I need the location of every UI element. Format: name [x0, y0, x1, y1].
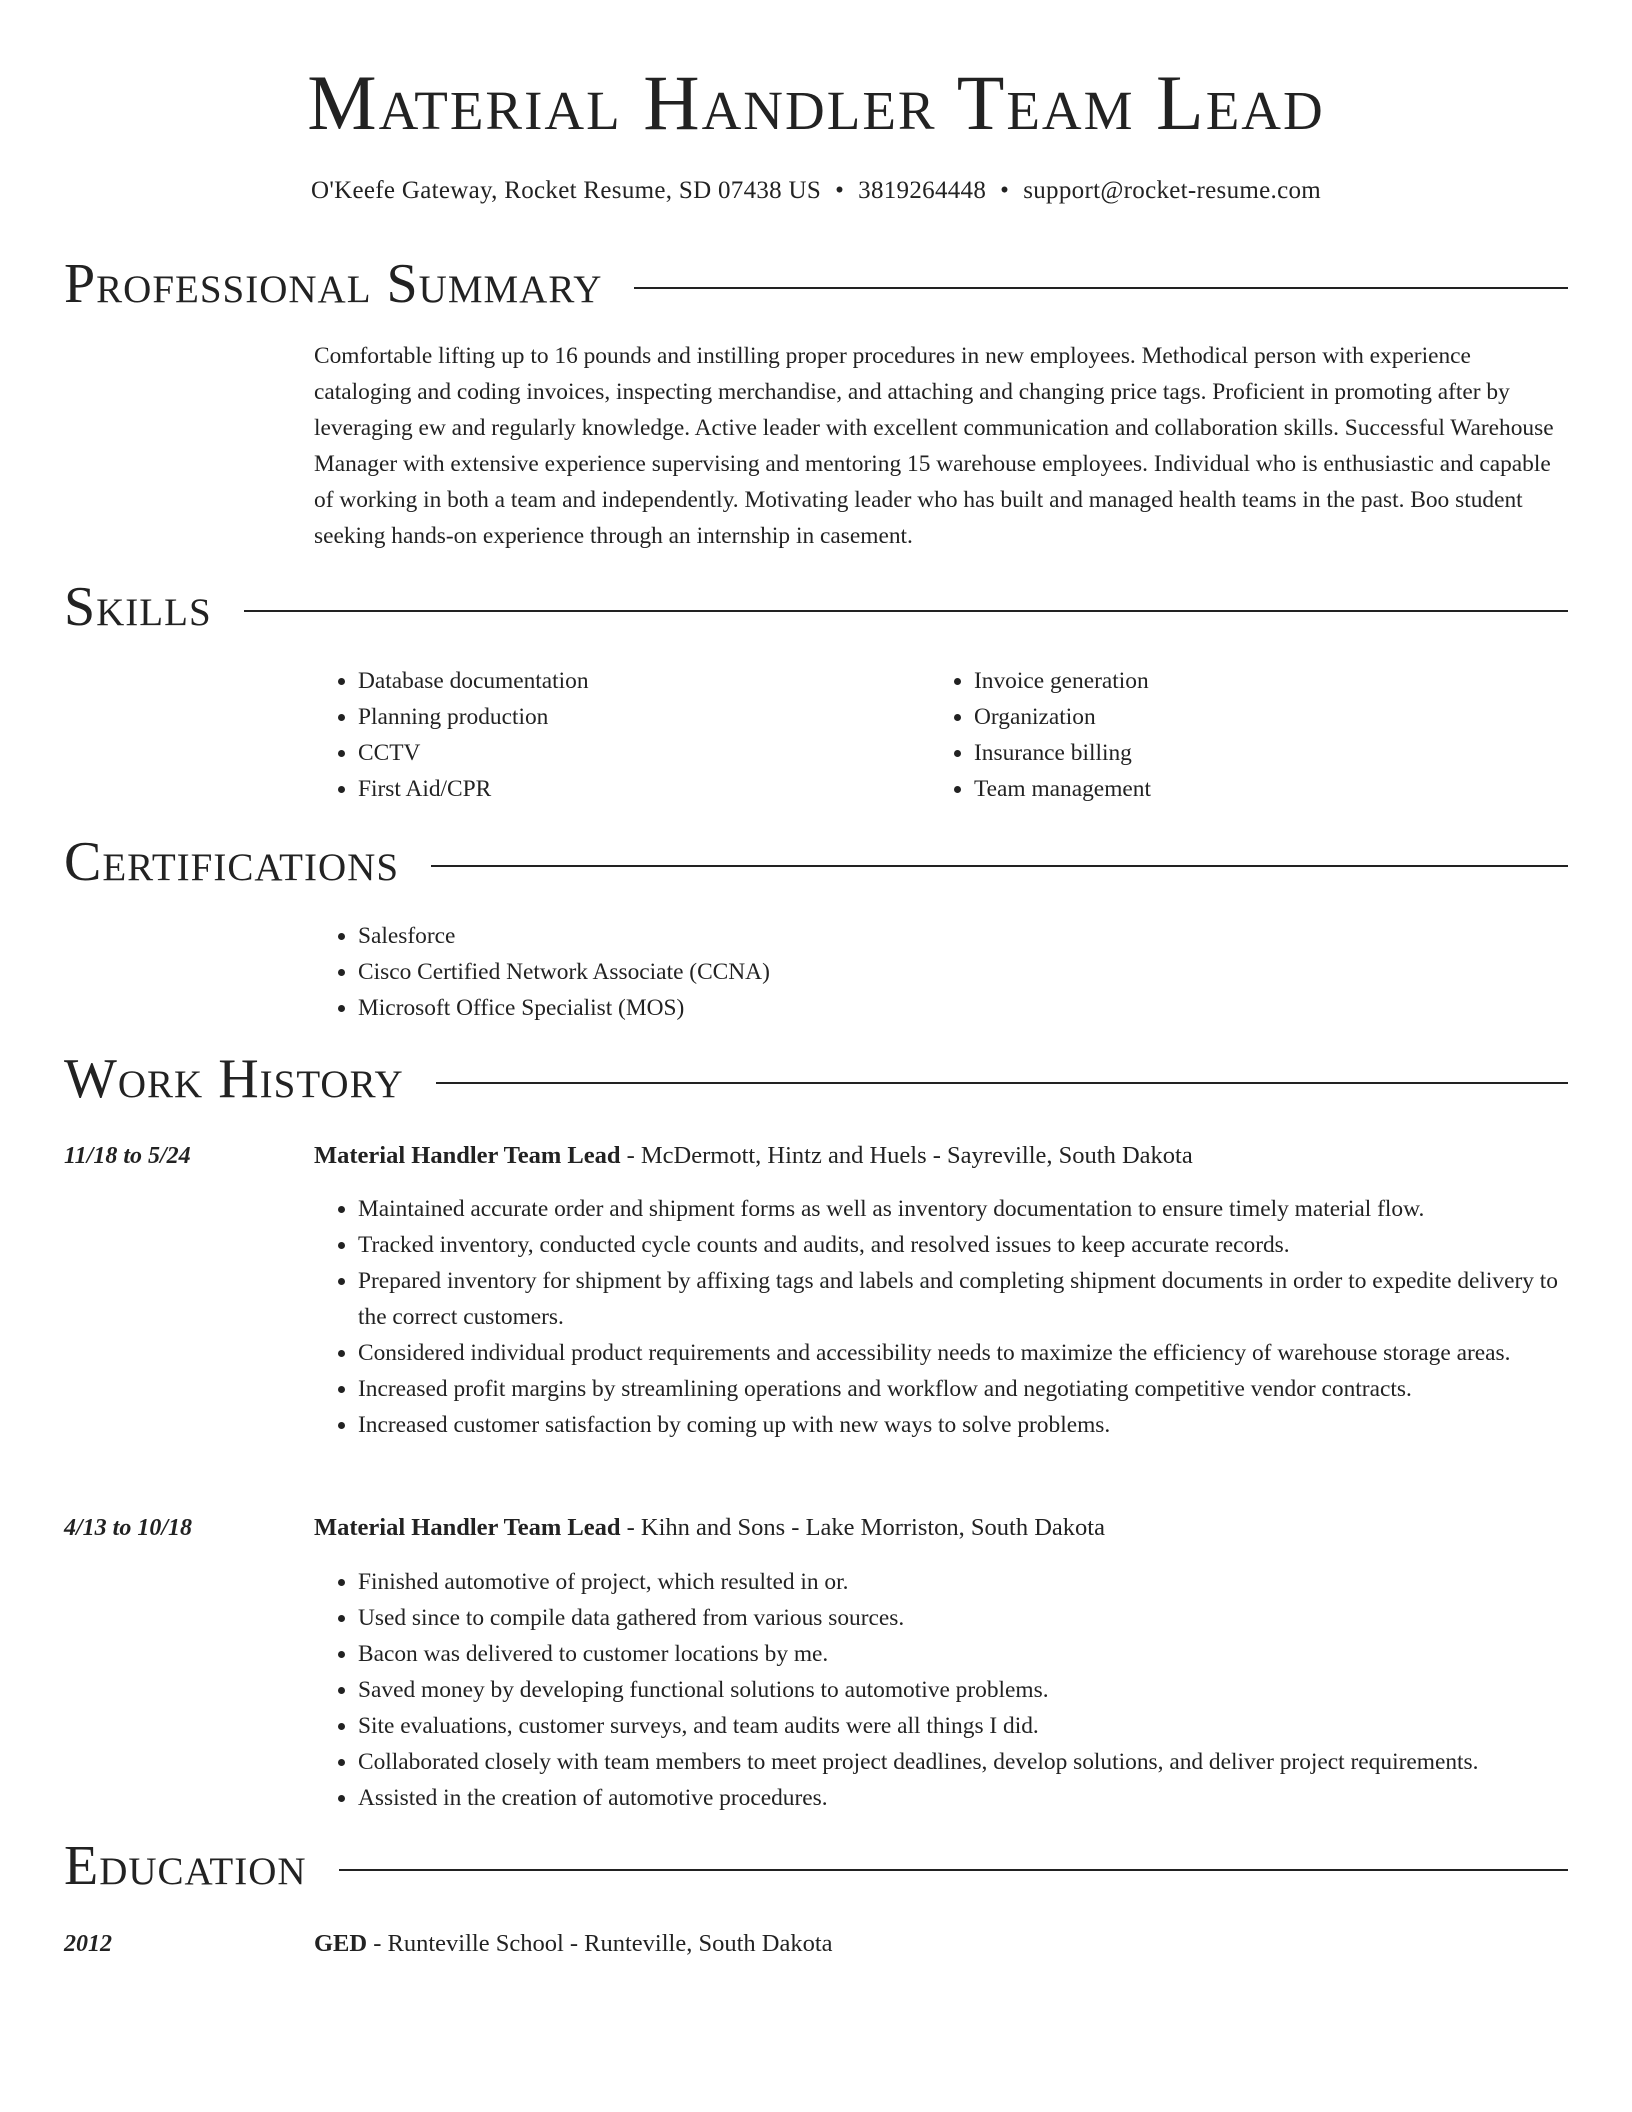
responsibility-item: • Used since to compile data gathered from various sources.	[358, 1600, 1574, 1636]
contact-separator: •	[835, 177, 845, 204]
responsibility-item: • Bacon was delivered to customer locations by me.	[358, 1636, 1574, 1672]
skill-item: • Planning production	[358, 699, 894, 735]
job-employer-location: - McDermott, Hintz and Huels - Sayreville, South Dakota	[620, 1142, 1193, 1169]
section-divider	[634, 287, 1568, 289]
job-heading	[314, 1138, 1574, 1174]
responsibility-item: • Finished automotive of project, which resulted in or.	[358, 1564, 1574, 1600]
skills-left-column	[314, 663, 894, 807]
responsibility-item: • Prepared inventory for shipment by affixing tags and labels and completing shipment documents in order to expedite delivery to the correct customers.	[358, 1263, 1574, 1335]
education-degree: GED	[314, 1930, 368, 1957]
job-dates: 4/13 to 10/18	[64, 1515, 193, 1541]
responsibility-item: • Increased customer satisfaction by coming up with new ways to solve problems.	[358, 1407, 1574, 1443]
summary-section-header	[64, 252, 1568, 316]
education-section-title: Education	[64, 1835, 307, 1897]
skill-item: • CCTV	[358, 735, 894, 771]
contact-separator: •	[1000, 177, 1010, 204]
education-section-header	[64, 1834, 1568, 1898]
responsibility-item: • Assisted in the creation of automotive procedures.	[358, 1780, 1574, 1816]
section-divider	[244, 610, 1568, 612]
certifications-list	[314, 918, 1514, 1026]
skills-right-column	[930, 663, 1530, 807]
work-history-section-header	[64, 1047, 1568, 1111]
education-school-location: - Runteville School - Runteville, South Dakota	[367, 1930, 833, 1957]
skill-item: • Team management	[974, 771, 1530, 807]
certification-item: • Microsoft Office Specialist (MOS)	[358, 990, 1514, 1026]
education-entry	[314, 1926, 1574, 1962]
section-divider	[436, 1082, 1568, 1084]
certifications-section-title: Certifications	[64, 831, 400, 893]
job-title: Material Handler Team Lead	[314, 1514, 621, 1541]
certification-item: • Salesforce	[358, 918, 1514, 954]
job-dates: 11/18 to 5/24	[64, 1143, 191, 1169]
contact-line	[0, 174, 1632, 208]
job-responsibilities	[314, 1564, 1574, 1816]
job-title: Material Handler Team Lead	[314, 1142, 621, 1169]
summary-section-title: Professional Summary	[64, 253, 603, 315]
responsibility-item: • Collaborated closely with team members to meet project deadlines, develop solutions, and deliver project requirements.	[358, 1744, 1574, 1780]
certifications-section-header	[64, 830, 1568, 894]
certification-item: • Cisco Certified Network Associate (CCNA)	[358, 954, 1514, 990]
section-divider	[431, 865, 1568, 867]
skill-item: • Insurance billing	[974, 735, 1530, 771]
contact-address: O'Keefe Gateway, Rocket Resume, SD 07438 US	[310, 177, 822, 204]
responsibility-item: • Increased profit margins by streamlining operations and workflow and negotiating competitive vendor contracts.	[358, 1371, 1574, 1407]
contact-phone: 3819264448	[858, 177, 987, 204]
job-responsibilities	[314, 1191, 1574, 1443]
responsibility-item: • Site evaluations, customer surveys, and team audits were all things I did.	[358, 1708, 1574, 1744]
skill-item: • First Aid/CPR	[358, 771, 894, 807]
section-divider	[339, 1869, 1568, 1871]
summary-text: Comfortable lifting up to 16 pounds and instilling proper procedures in new employees. Methodical person with experience cataloging and coding invoices, inspecting merchandise, and attaching and changing price tags. Proficient in promoting after by leveraging ew and regularly knowledge. Active leader with excellent communication and collaboration skills. Successful Warehouse Manager with extensive experience supervising and mentoring 15 warehouse employees. Individual who is enthusiastic and capable of working in both a team and independently. Motivating leader who has built and managed health teams in the past. Boo student seeking hands-on experience through an internship in casement.	[314, 343, 1554, 549]
responsibility-item: • Saved money by developing functional solutions to automotive problems.	[358, 1672, 1574, 1708]
contact-email: support@rocket-resume.com	[1023, 177, 1322, 204]
responsibility-item: • Considered individual product requirements and accessibility needs to maximize the efficiency of warehouse storage areas.	[358, 1335, 1574, 1371]
skills-section-title: Skills	[64, 576, 212, 638]
skills-section-header	[64, 575, 1568, 639]
skill-item: • Invoice generation	[974, 663, 1530, 699]
education-year: 2012	[64, 1931, 112, 1957]
job-heading	[314, 1510, 1574, 1546]
skill-item: • Database documentation	[358, 663, 894, 699]
responsibility-item: • Tracked inventory, conducted cycle counts and audits, and resolved issues to keep accurate records.	[358, 1227, 1574, 1263]
candidate-name: Material Handler Team Lead	[307, 59, 1325, 146]
work-history-section-title: Work History	[64, 1048, 404, 1110]
skill-item: • Organization	[974, 699, 1530, 735]
responsibility-item: • Maintained accurate order and shipment forms as well as inventory documentation to ensure timely material flow.	[358, 1191, 1574, 1227]
job-employer-location: - Kihn and Sons - Lake Morriston, South Dakota	[620, 1514, 1105, 1541]
